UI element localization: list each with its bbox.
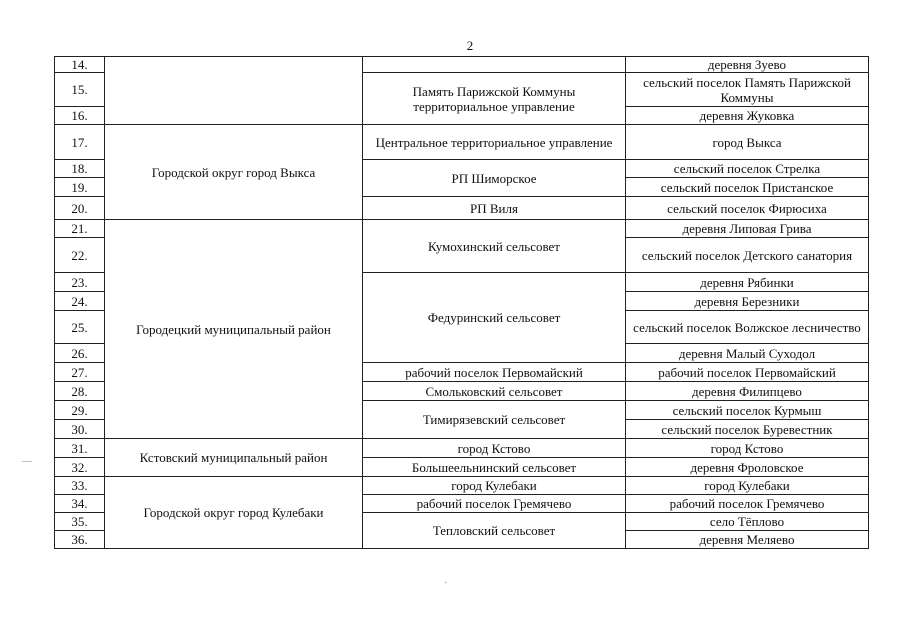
row-number: 16. — [55, 107, 105, 125]
row-number: 30. — [55, 420, 105, 439]
row-number: 31. — [55, 439, 105, 458]
table-row — [55, 477, 869, 495]
unit-cell: рабочий поселок Первомайский — [363, 363, 626, 382]
settlement-cell: деревня Меляево — [626, 531, 869, 549]
settlement-cell: деревня Фроловское — [626, 458, 869, 477]
settlement-cell: село Тёплово — [626, 513, 869, 531]
settlement-cell: сельский поселок Курмыш — [626, 401, 869, 420]
scan-dot: · — [444, 578, 448, 589]
row-number: 29. — [55, 401, 105, 420]
settlement-cell: деревня Рябинки — [626, 273, 869, 292]
settlement-cell: город Кстово — [626, 439, 869, 458]
table-row — [55, 125, 869, 160]
district-cell: Кстовский муниципальный район — [105, 439, 363, 477]
row-number: 36. — [55, 531, 105, 549]
row-number: 17. — [55, 125, 105, 160]
unit-cell: Центральное территориальное управление — [363, 125, 626, 160]
settlement-cell: деревня Липовая Грива — [626, 220, 869, 238]
settlement-cell: деревня Малый Суходол — [626, 344, 869, 363]
unit-cell: Тепловский сельсовет — [363, 513, 626, 549]
unit-cell: РП Виля — [363, 197, 626, 220]
unit-cell: город Кулебаки — [363, 477, 626, 495]
unit-cell-empty — [363, 57, 626, 73]
district-cell: Городецкий муниципальный район — [105, 220, 363, 439]
table-row — [55, 439, 869, 458]
settlement-cell: город Кулебаки — [626, 477, 869, 495]
district-cell: Городской округ город Кулебаки — [105, 477, 363, 549]
row-number: 15. — [55, 73, 105, 107]
row-number: 21. — [55, 220, 105, 238]
row-number: 23. — [55, 273, 105, 292]
unit-cell: Память Парижской Коммуны территориальное управление — [363, 73, 626, 125]
settlement-cell: деревня Жуковка — [626, 107, 869, 125]
row-number: 32. — [55, 458, 105, 477]
district-cell: Городской округ город Выкса — [105, 125, 363, 220]
unit-cell: Кумохинский сельсовет — [363, 220, 626, 273]
settlements-table — [54, 56, 869, 549]
settlement-cell: сельский поселок Пристанское — [626, 178, 869, 197]
row-number: 33. — [55, 477, 105, 495]
row-number: 18. — [55, 160, 105, 178]
settlement-cell: сельский поселок Волжское лесничество — [626, 311, 869, 344]
settlement-cell: сельский поселок Стрелка — [626, 160, 869, 178]
unit-cell: Тимирязевский сельсовет — [363, 401, 626, 439]
unit-cell: город Кстово — [363, 439, 626, 458]
unit-cell: РП Шиморское — [363, 160, 626, 197]
row-number: 25. — [55, 311, 105, 344]
unit-cell: Смольковский сельсовет — [363, 382, 626, 401]
unit-cell: Федуринский сельсовет — [363, 273, 626, 363]
unit-cell: рабочий поселок Гремячево — [363, 495, 626, 513]
row-number: 34. — [55, 495, 105, 513]
table-row — [55, 220, 869, 238]
settlement-cell: деревня Березники — [626, 292, 869, 311]
settlement-cell: город Выкса — [626, 125, 869, 160]
row-number: 14. — [55, 57, 105, 73]
row-number: 24. — [55, 292, 105, 311]
settlement-cell: сельский поселок Детского санатория — [626, 238, 869, 273]
row-number: 22. — [55, 238, 105, 273]
settlement-cell: рабочий поселок Первомайский — [626, 363, 869, 382]
unit-cell: Большеельнинский сельсовет — [363, 458, 626, 477]
settlement-cell: деревня Филипцево — [626, 382, 869, 401]
row-number: 35. — [55, 513, 105, 531]
row-number: 28. — [55, 382, 105, 401]
district-cell-empty — [105, 57, 363, 125]
row-number: 19. — [55, 178, 105, 197]
settlement-cell: сельский поселок Буревестник — [626, 420, 869, 439]
row-number: 27. — [55, 363, 105, 382]
page-number: 2 — [466, 38, 474, 53]
settlement-cell: рабочий поселок Гремячево — [626, 495, 869, 513]
row-number: 26. — [55, 344, 105, 363]
settlement-cell: сельский поселок Память Парижской Коммуны — [626, 73, 869, 107]
settlement-cell: сельский поселок Фирюсиха — [626, 197, 869, 220]
scan-mark: — — [22, 456, 32, 467]
table-row — [55, 57, 869, 73]
row-number: 20. — [55, 197, 105, 220]
settlement-cell: деревня Зуево — [626, 57, 869, 73]
